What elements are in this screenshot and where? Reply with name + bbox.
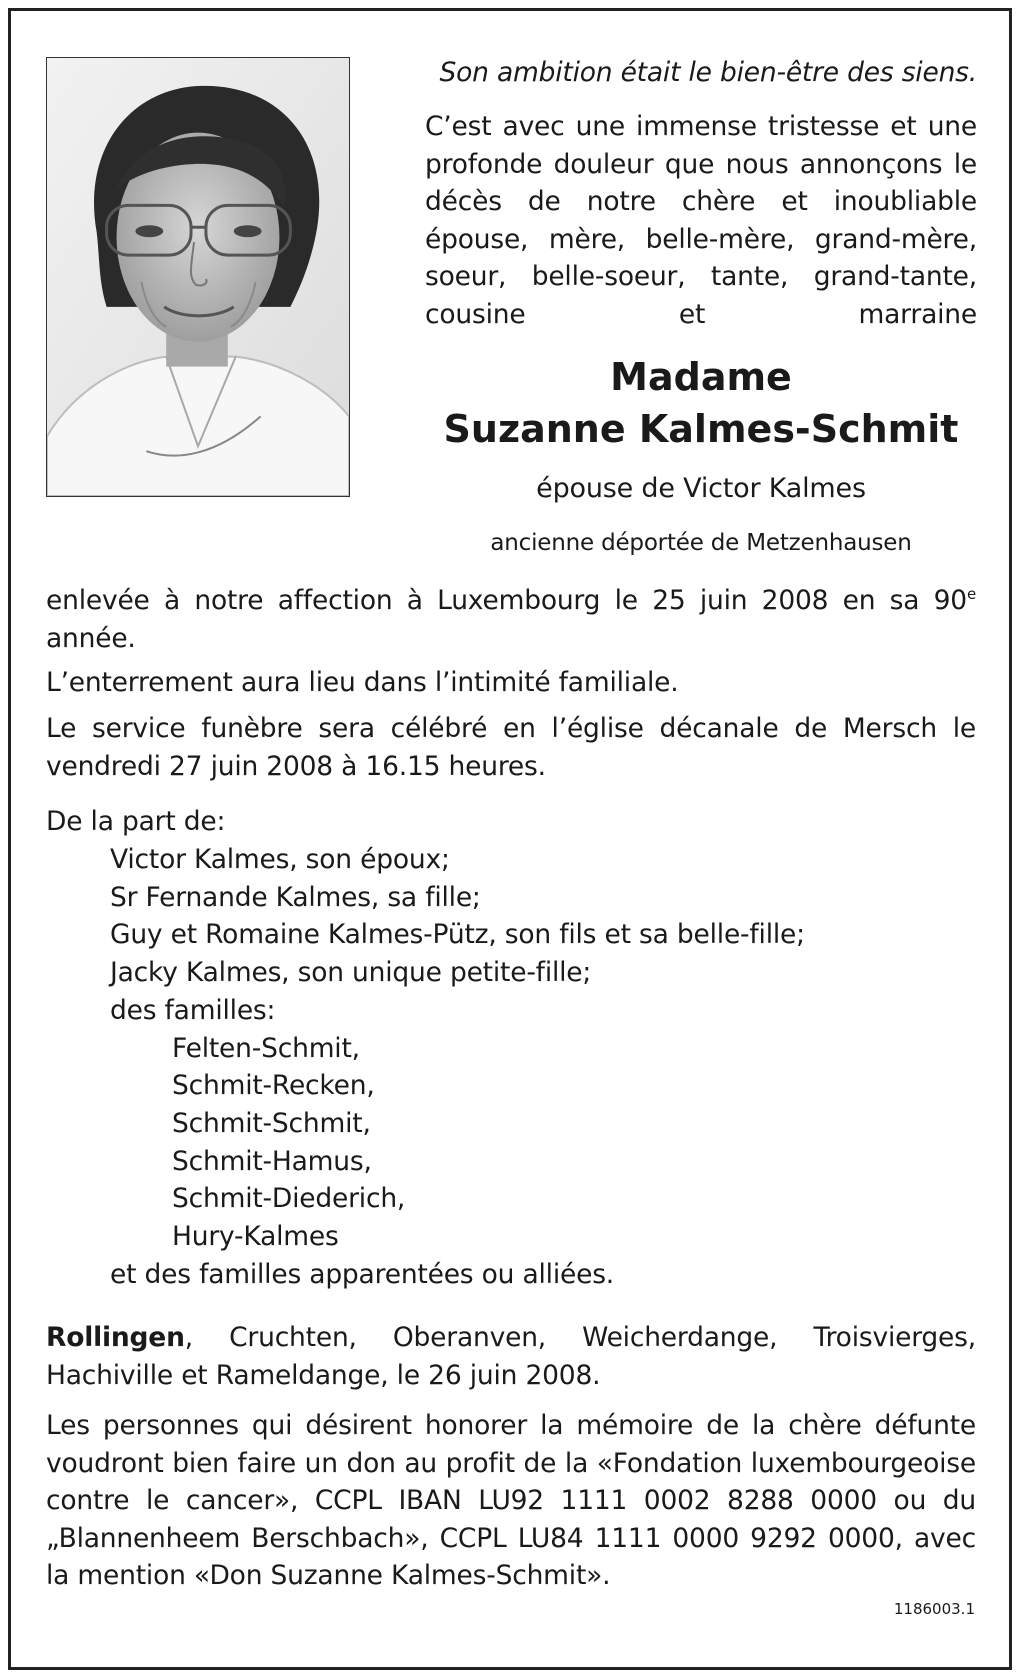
funeral-service: Le service funèbre sera célébré en l’église décanale de Mersch le vendredi 27 juin 2008 à 16.15 heures. xyxy=(46,713,976,782)
family-member: Guy et Romaine Kalmes-Pütz, son fils et sa belle-fille; xyxy=(110,919,805,951)
family-member: Jacky Kalmes, son unique petite-fille; xyxy=(110,957,592,989)
death-ordinal-suffix: e xyxy=(966,585,976,604)
family-member: Sr Fernande Kalmes, sa fille; xyxy=(110,881,481,913)
death-announcement xyxy=(46,582,976,657)
motto: Son ambition était le bien-être des siens. xyxy=(439,57,977,88)
places-and-date xyxy=(46,1319,976,1394)
donation-notice: Les personnes qui désirent honorer la mémoire de la chère défunte voudront bien faire un don au profit de la «Fondation luxembourgeoise contre le cancer», CCPL IBAN LU92 1111 0002 8288 0000 ou du „Blannenheem Berschbach», CCPL LU84 1111 0000 9292 0000, avec la mention «Don Suzanne Kalmes-Schmit». xyxy=(46,1410,976,1591)
family-name: Felten-Schmit, xyxy=(172,1032,360,1064)
family-name: Schmit-Recken, xyxy=(172,1070,375,1102)
families-label: des familles: xyxy=(110,994,276,1026)
family-member: Victor Kalmes, son époux; xyxy=(110,844,450,875)
family-name: Schmit-Hamus, xyxy=(172,1145,372,1177)
reference-number: 1186003.1 xyxy=(893,1600,975,1618)
family-name: Hury-Kalmes xyxy=(172,1221,339,1253)
places-rest: , Cruchten, Oberanven, Weicherdange, Troisvierges, Hachiville et Rameldange, le 26 juin 2008. xyxy=(46,1322,976,1391)
burial-notice: L’enterrement aura lieu dans l’intimité familiale. xyxy=(46,667,679,698)
death-text-tail: année. xyxy=(46,622,136,654)
places-bold: Rollingen xyxy=(46,1322,185,1353)
death-text: enlevée à notre affection à Luxembourg le 25 juin 2008 en sa 90 xyxy=(46,585,967,616)
family-name: Schmit-Diederich, xyxy=(172,1183,406,1215)
family-list xyxy=(110,841,976,1293)
family-name: Schmit-Schmit, xyxy=(172,1107,371,1139)
from-label: De la part de: xyxy=(46,806,226,837)
former-deportee-line: ancienne déportée de Metzenhausen xyxy=(490,530,912,556)
announcement-intro: C’est avec une immense tristesse et une profonde douleur que nous annonçons le décès de notre chère et inoubliable épouse, mère, belle-mère, grand-mère, soeur, belle-soeur, tante, grand-tante, cousine et marraine xyxy=(425,111,977,330)
deceased-title: Madame xyxy=(610,355,792,399)
spouse-line: épouse de Victor Kalmes xyxy=(536,473,866,504)
portrait-photo xyxy=(46,57,350,497)
portrait-image xyxy=(47,58,349,496)
family-closing: et des familles apparentées ou alliées. xyxy=(110,1258,615,1290)
deceased-name: Suzanne Kalmes-Schmit xyxy=(443,407,959,451)
